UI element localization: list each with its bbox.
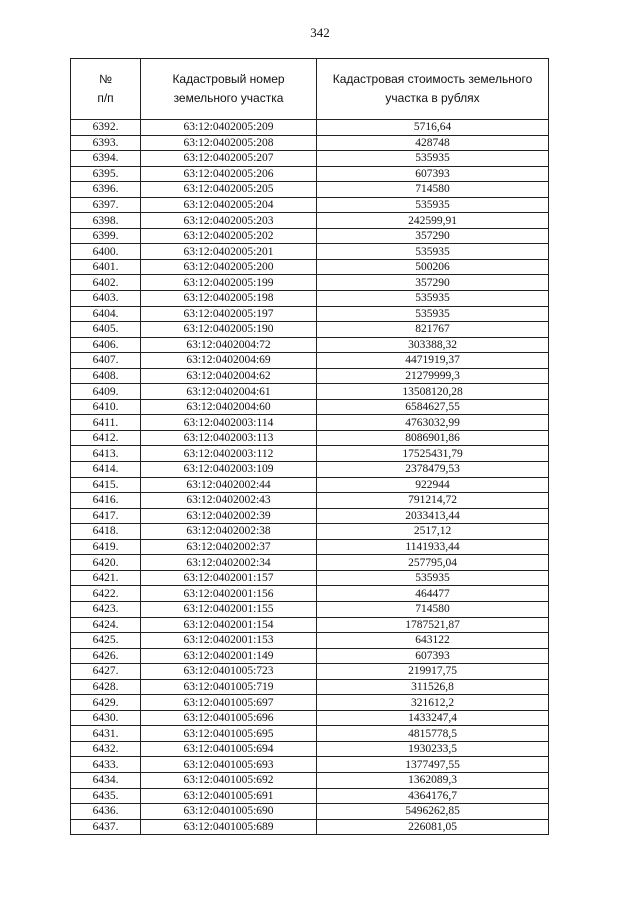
cadastral-number-cell: 63:12:0402002:38	[141, 524, 317, 540]
row-number-cell: 6431.	[71, 726, 141, 742]
row-number-cell: 6401.	[71, 259, 141, 275]
cadastral-number-cell: 63:12:0401005:690	[141, 804, 317, 820]
table-row	[71, 384, 549, 400]
row-number-cell: 6419.	[71, 539, 141, 555]
cadastral-value-cell: 4763032,99	[317, 415, 549, 431]
cadastral-value-cell: 1362089,3	[317, 772, 549, 788]
table-row	[71, 819, 549, 835]
row-number-cell: 6418.	[71, 524, 141, 540]
table-header-row	[71, 59, 549, 120]
cadastral-number-cell: 63:12:0402005:202	[141, 228, 317, 244]
cadastral-number-cell: 63:12:0401005:723	[141, 664, 317, 680]
table-row	[71, 322, 549, 338]
cadastral-number-cell: 63:12:0402005:198	[141, 291, 317, 307]
row-number-cell: 6392.	[71, 120, 141, 136]
table-row	[71, 772, 549, 788]
cadastral-number-cell: 63:12:0402004:61	[141, 384, 317, 400]
table-row	[71, 166, 549, 182]
table-row	[71, 586, 549, 602]
cadastral-value-cell: 1930233,5	[317, 741, 549, 757]
cadastral-value-cell: 821767	[317, 322, 549, 338]
table-row	[71, 197, 549, 213]
row-number-cell: 6415.	[71, 477, 141, 493]
row-number-cell: 6434.	[71, 772, 141, 788]
cadastral-value-cell: 4815778,5	[317, 726, 549, 742]
cadastral-number-cell: 63:12:0402005:204	[141, 197, 317, 213]
row-number-cell: 6413.	[71, 446, 141, 462]
row-number-cell: 6436.	[71, 804, 141, 820]
table-row	[71, 710, 549, 726]
cadastral-number-cell: 63:12:0402001:155	[141, 601, 317, 617]
header-number-sign: №	[99, 71, 112, 86]
cadastral-number-cell: 63:12:0402005:209	[141, 120, 317, 136]
row-number-cell: 6408.	[71, 368, 141, 384]
table-row	[71, 555, 549, 571]
header-value-line2: участка в рублях	[385, 91, 480, 105]
row-number-cell: 6417.	[71, 508, 141, 524]
row-number-cell: 6432.	[71, 741, 141, 757]
table-row	[71, 462, 549, 478]
cadastral-value-cell: 791214,72	[317, 493, 549, 509]
cadastral-value-cell: 357290	[317, 228, 549, 244]
cadastral-number-cell: 63:12:0402005:199	[141, 275, 317, 291]
row-number-cell: 6395.	[71, 166, 141, 182]
cadastral-number-cell: 63:12:0402001:157	[141, 570, 317, 586]
row-number-cell: 6421.	[71, 570, 141, 586]
cadastral-number-cell: 63:12:0401005:689	[141, 819, 317, 835]
row-number-cell: 6397.	[71, 197, 141, 213]
cadastral-value-cell: 535935	[317, 197, 549, 213]
table-row	[71, 493, 549, 509]
cadastral-value-table	[70, 58, 549, 835]
cadastral-value-cell: 2517,12	[317, 524, 549, 540]
row-number-cell: 6416.	[71, 493, 141, 509]
cadastral-value-cell: 922944	[317, 477, 549, 493]
cadastral-value-cell: 535935	[317, 151, 549, 167]
cadastral-value-cell: 5716,64	[317, 120, 549, 136]
cadastral-value-cell: 8086901,86	[317, 430, 549, 446]
row-number-cell: 6402.	[71, 275, 141, 291]
row-number-cell: 6410.	[71, 399, 141, 415]
cadastral-value-cell: 219917,75	[317, 664, 549, 680]
cadastral-value-cell: 428748	[317, 135, 549, 151]
row-number-cell: 6405.	[71, 322, 141, 338]
table-row	[71, 182, 549, 198]
cadastral-value-cell: 226081,05	[317, 819, 549, 835]
header-cadastral-value	[317, 59, 549, 120]
table-row	[71, 213, 549, 229]
cadastral-value-cell: 1787521,87	[317, 617, 549, 633]
row-number-cell: 6428.	[71, 679, 141, 695]
table-row	[71, 539, 549, 555]
cadastral-value-cell: 357290	[317, 275, 549, 291]
header-number-abbr: п/п	[97, 91, 114, 105]
row-number-cell: 6394.	[71, 151, 141, 167]
table-row	[71, 524, 549, 540]
cadastral-number-cell: 63:12:0402004:69	[141, 353, 317, 369]
table-row	[71, 228, 549, 244]
cadastral-value-cell: 242599,91	[317, 213, 549, 229]
table-row	[71, 368, 549, 384]
cadastral-value-cell: 2378479,53	[317, 462, 549, 478]
page-number: 342	[310, 25, 330, 40]
cadastral-number-cell: 63:12:0401005:696	[141, 710, 317, 726]
cadastral-value-cell: 4471919,37	[317, 353, 549, 369]
cadastral-value-cell: 714580	[317, 601, 549, 617]
table-row	[71, 430, 549, 446]
cadastral-number-cell: 63:12:0402004:72	[141, 337, 317, 353]
table-row	[71, 741, 549, 757]
row-number-cell: 6420.	[71, 555, 141, 571]
table-row	[71, 664, 549, 680]
cadastral-number-cell: 63:12:0402003:113	[141, 430, 317, 446]
cadastral-number-cell: 63:12:0401005:693	[141, 757, 317, 773]
cadastral-value-cell: 607393	[317, 166, 549, 182]
row-number-cell: 6430.	[71, 710, 141, 726]
header-row-number	[71, 59, 141, 120]
cadastral-number-cell: 63:12:0402005:197	[141, 306, 317, 322]
row-number-cell: 6398.	[71, 213, 141, 229]
cadastral-number-cell: 63:12:0402002:34	[141, 555, 317, 571]
table-row	[71, 120, 549, 136]
row-number-cell: 6426.	[71, 648, 141, 664]
cadastral-value-cell: 1433247,4	[317, 710, 549, 726]
table-row	[71, 259, 549, 275]
cadastral-value-cell: 464477	[317, 586, 549, 602]
table-row	[71, 695, 549, 711]
row-number-cell: 6403.	[71, 291, 141, 307]
table-row	[71, 477, 549, 493]
table-row	[71, 415, 549, 431]
cadastral-value-cell: 6584627,55	[317, 399, 549, 415]
table-row	[71, 508, 549, 524]
cadastral-value-cell: 643122	[317, 633, 549, 649]
table-row	[71, 337, 549, 353]
cadastral-number-cell: 63:12:0402001:153	[141, 633, 317, 649]
table-body	[71, 120, 549, 835]
cadastral-number-cell: 63:12:0402004:62	[141, 368, 317, 384]
cadastral-value-cell: 17525431,79	[317, 446, 549, 462]
row-number-cell: 6425.	[71, 633, 141, 649]
table-row	[71, 788, 549, 804]
cadastral-value-cell: 257795,04	[317, 555, 549, 571]
row-number-cell: 6435.	[71, 788, 141, 804]
header-cadastral-number	[141, 59, 317, 120]
table-row	[71, 151, 549, 167]
row-number-cell: 6427.	[71, 664, 141, 680]
cadastral-number-cell: 63:12:0402001:154	[141, 617, 317, 633]
header-cadastral-line2: земельного участка	[173, 91, 284, 105]
cadastral-value-cell: 535935	[317, 306, 549, 322]
table-row	[71, 679, 549, 695]
row-number-cell: 6423.	[71, 601, 141, 617]
cadastral-value-cell: 535935	[317, 244, 549, 260]
cadastral-number-cell: 63:12:0402003:112	[141, 446, 317, 462]
cadastral-number-cell: 63:12:0402005:208	[141, 135, 317, 151]
cadastral-number-cell: 63:12:0402002:44	[141, 477, 317, 493]
row-number-cell: 6422.	[71, 586, 141, 602]
cadastral-number-cell: 63:12:0401005:691	[141, 788, 317, 804]
table-row	[71, 291, 549, 307]
table-row	[71, 617, 549, 633]
header-cadastral-line1: Кадастровый номер	[172, 71, 285, 86]
cadastral-value-cell: 5496262,85	[317, 804, 549, 820]
header-value-line1: Кадастровая стоимость земельного	[332, 71, 533, 86]
cadastral-value-cell: 1141933,44	[317, 539, 549, 555]
cadastral-number-cell: 63:12:0402005:201	[141, 244, 317, 260]
table-row	[71, 601, 549, 617]
row-number-cell: 6424.	[71, 617, 141, 633]
row-number-cell: 6396.	[71, 182, 141, 198]
table-row	[71, 648, 549, 664]
cadastral-number-cell: 63:12:0401005:692	[141, 772, 317, 788]
cadastral-value-cell: 21279999,3	[317, 368, 549, 384]
row-number-cell: 6407.	[71, 353, 141, 369]
cadastral-number-cell: 63:12:0402002:37	[141, 539, 317, 555]
row-number-cell: 6414.	[71, 462, 141, 478]
row-number-cell: 6406.	[71, 337, 141, 353]
table-row	[71, 570, 549, 586]
row-number-cell: 6393.	[71, 135, 141, 151]
cadastral-value-cell: 714580	[317, 182, 549, 198]
row-number-cell: 6411.	[71, 415, 141, 431]
cadastral-value-cell: 607393	[317, 648, 549, 664]
cadastral-value-cell: 311526,8	[317, 679, 549, 695]
table-row	[71, 135, 549, 151]
cadastral-number-cell: 63:12:0402005:205	[141, 182, 317, 198]
table-row	[71, 275, 549, 291]
cadastral-value-cell: 321612,2	[317, 695, 549, 711]
table-row	[71, 726, 549, 742]
cadastral-number-cell: 63:12:0402001:149	[141, 648, 317, 664]
cadastral-number-cell: 63:12:0402001:156	[141, 586, 317, 602]
cadastral-value-cell: 303388,32	[317, 337, 549, 353]
row-number-cell: 6437.	[71, 819, 141, 835]
table-row	[71, 306, 549, 322]
cadastral-number-cell: 63:12:0401005:694	[141, 741, 317, 757]
row-number-cell: 6412.	[71, 430, 141, 446]
cadastral-number-cell: 63:12:0402004:60	[141, 399, 317, 415]
row-number-cell: 6433.	[71, 757, 141, 773]
cadastral-value-cell: 500206	[317, 259, 549, 275]
cadastral-value-cell: 1377497,55	[317, 757, 549, 773]
cadastral-number-cell: 63:12:0401005:695	[141, 726, 317, 742]
table-row	[71, 633, 549, 649]
row-number-cell: 6429.	[71, 695, 141, 711]
cadastral-number-cell: 63:12:0402005:207	[141, 151, 317, 167]
cadastral-value-cell: 2033413,44	[317, 508, 549, 524]
table-row	[71, 757, 549, 773]
cadastral-number-cell: 63:12:0401005:719	[141, 679, 317, 695]
cadastral-number-cell: 63:12:0402005:206	[141, 166, 317, 182]
cadastral-number-cell: 63:12:0402002:39	[141, 508, 317, 524]
row-number-cell: 6399.	[71, 228, 141, 244]
table-row	[71, 353, 549, 369]
row-number-cell: 6409.	[71, 384, 141, 400]
table-row	[71, 446, 549, 462]
cadastral-number-cell: 63:12:0402003:109	[141, 462, 317, 478]
row-number-cell: 6400.	[71, 244, 141, 260]
cadastral-value-cell: 535935	[317, 570, 549, 586]
table-row	[71, 399, 549, 415]
cadastral-number-cell: 63:12:0402003:114	[141, 415, 317, 431]
cadastral-value-cell: 13508120,28	[317, 384, 549, 400]
table-row	[71, 804, 549, 820]
cadastral-number-cell: 63:12:0402005:203	[141, 213, 317, 229]
table-row	[71, 244, 549, 260]
cadastral-value-cell: 535935	[317, 291, 549, 307]
cadastral-number-cell: 63:12:0402005:200	[141, 259, 317, 275]
row-number-cell: 6404.	[71, 306, 141, 322]
cadastral-number-cell: 63:12:0402002:43	[141, 493, 317, 509]
cadastral-value-cell: 4364176,7	[317, 788, 549, 804]
cadastral-number-cell: 63:12:0401005:697	[141, 695, 317, 711]
cadastral-number-cell: 63:12:0402005:190	[141, 322, 317, 338]
